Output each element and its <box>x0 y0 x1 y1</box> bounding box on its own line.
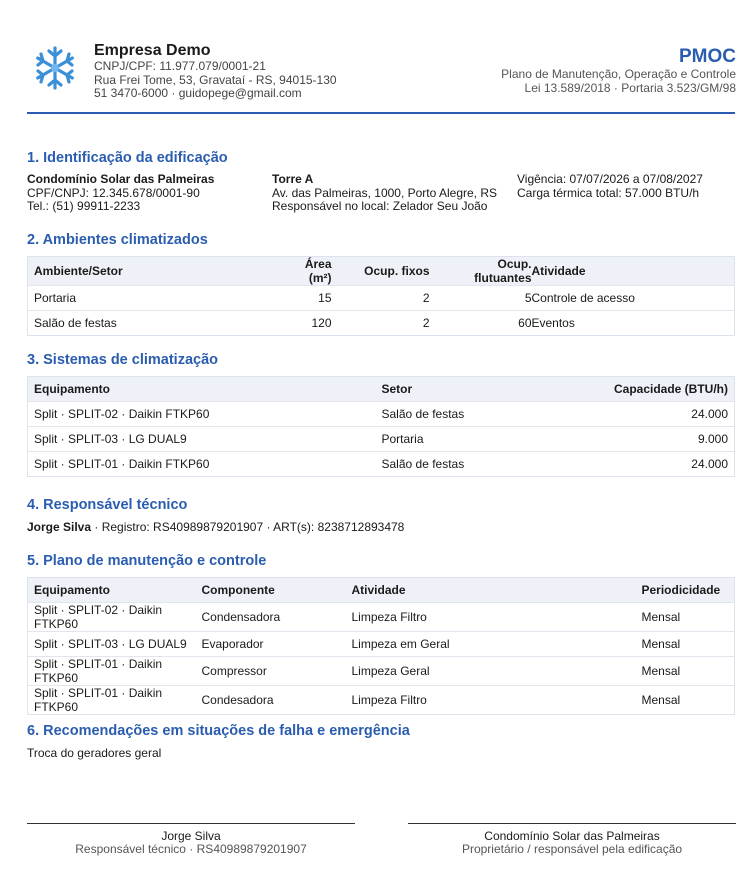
column-header: Setor <box>376 377 556 402</box>
table-cell: 9.000 <box>556 427 735 452</box>
table-cell: 2 <box>338 286 436 311</box>
signature-technician <box>27 823 355 856</box>
table-cell: Mensal <box>636 603 735 632</box>
table-cell: Split · SPLIT-02 · Daikin FTKP60 <box>28 603 202 632</box>
table-cell: Split · SPLIT-03 · LG DUAL9 <box>28 427 376 452</box>
document-subtitle: Plano de Manutenção, Operação e Controle <box>501 67 736 81</box>
company-block <box>94 42 337 101</box>
table-cell: Mensal <box>636 686 735 715</box>
thermal-load: Carga térmica total: 57.000 BTU/h <box>517 185 700 200</box>
table-cell: Condesadora <box>202 686 346 715</box>
table-cell: Split · SPLIT-02 · Daikin FTKP60 <box>28 402 376 427</box>
column-header: Ocup. flutuantes <box>436 257 532 286</box>
table-cell: 2 <box>338 311 436 336</box>
table-row <box>28 311 735 336</box>
signature-role: Proprietário / responsável pela edificação <box>461 842 683 856</box>
column-header: Atividade <box>532 257 735 286</box>
signature-role: Responsável técnico · RS40989879201907 <box>75 842 307 856</box>
table-cell: Controle de acesso <box>532 286 735 311</box>
section-title-systems: 3. Sistemas de climatização <box>27 352 219 368</box>
table-cell: 24.000 <box>556 402 735 427</box>
maintenance-plan-table <box>27 577 735 715</box>
section-title-environments: 2. Ambientes climatizados <box>27 232 208 248</box>
document-title: PMOC <box>679 46 736 67</box>
header-divider <box>27 112 735 114</box>
column-header: Ocup. fixos <box>338 257 436 286</box>
table-cell: Split · SPLIT-01 · Daikin FTKP60 <box>28 657 202 686</box>
document-header <box>27 40 735 104</box>
owner-doc: CPF/CNPJ: 12.345.678/0001-90 <box>27 185 200 200</box>
table-cell: Compressor <box>202 657 346 686</box>
column-header: Atividade <box>346 578 636 603</box>
table-cell: Salão de festas <box>376 452 556 477</box>
table-row <box>28 286 735 311</box>
section-title-plan: 5. Plano de manutenção e controle <box>27 553 267 569</box>
table-cell: Eventos <box>532 311 735 336</box>
table-cell: 60 <box>436 311 532 336</box>
company-contact: 51 3470-6000 · guidopege@gmail.com <box>94 86 302 100</box>
snowflake-icon <box>32 45 78 91</box>
table-cell: Evaporador <box>202 632 346 657</box>
table-cell: Mensal <box>636 657 735 686</box>
table-cell: Salão de festas <box>376 402 556 427</box>
document-info <box>501 46 736 95</box>
column-header: Área (m²) <box>276 257 338 286</box>
section-title-recommendations: 6. Recomendações em situações de falha e emergência <box>27 723 410 739</box>
table-cell: 5 <box>436 286 532 311</box>
table-cell: Portaria <box>376 427 556 452</box>
column-header: Equipamento <box>28 377 376 402</box>
table-row <box>28 657 735 686</box>
owner-phone: Tel.: (51) 99911-2233 <box>27 199 141 213</box>
table-header-row <box>28 377 735 402</box>
table-row <box>28 686 735 715</box>
building-column <box>272 173 497 214</box>
environments-table <box>27 256 735 336</box>
owner-column <box>27 173 214 214</box>
building-address: Av. das Palmeiras, 1000, Porto Alegre, RS <box>272 185 498 200</box>
table-cell: 15 <box>276 286 338 311</box>
column-header: Ambiente/Setor <box>28 257 276 286</box>
signature-line <box>408 823 736 824</box>
table-row <box>28 603 735 632</box>
building-responsible: Responsável no local: Zelador Seu João <box>272 199 488 213</box>
table-cell: Limpeza Filtro <box>346 603 636 632</box>
table-cell: Mensal <box>636 632 735 657</box>
validity-column <box>517 173 703 200</box>
table-header-row <box>28 578 735 603</box>
technician-line <box>27 520 404 534</box>
signature-owner <box>408 823 736 856</box>
company-cnpj: CNPJ/CPF: 11.977.079/0001-21 <box>94 59 266 73</box>
technician-name: Jorge Silva <box>27 520 92 534</box>
section-title-technician: 4. Responsável técnico <box>27 497 188 513</box>
table-cell: Limpeza Filtro <box>346 686 636 715</box>
table-cell: Split · SPLIT-01 · Daikin FTKP60 <box>28 686 202 715</box>
owner-name: Condomínio Solar das Palmeiras <box>27 172 215 186</box>
table-cell: Condensadora <box>202 603 346 632</box>
recommendations-text: Troca do geradores geral <box>27 746 162 760</box>
column-header: Componente <box>202 578 346 603</box>
systems-table <box>27 376 735 477</box>
signature-name: Condomínio Solar das Palmeiras <box>484 829 660 843</box>
column-header: Periodicidade <box>636 578 735 603</box>
table-row <box>28 402 735 427</box>
table-cell: Salão de festas <box>28 311 276 336</box>
table-cell: Split · SPLIT-01 · Daikin FTKP60 <box>28 452 376 477</box>
table-cell: 120 <box>276 311 338 336</box>
table-cell: Split · SPLIT-03 · LG DUAL9 <box>28 632 202 657</box>
column-header: Equipamento <box>28 578 202 603</box>
technician-details: · Registro: RS40989879201907 · ART(s): 8238712893478 <box>91 520 405 534</box>
table-row <box>28 427 735 452</box>
table-cell: Limpeza em Geral <box>346 632 636 657</box>
company-name: Empresa Demo <box>94 42 211 59</box>
table-cell: 24.000 <box>556 452 735 477</box>
section-title-identification: 1. Identificação da edificação <box>27 150 228 166</box>
document-law: Lei 13.589/2018 · Portaria 3.523/GM/98 <box>524 80 736 95</box>
table-header-row <box>28 257 735 286</box>
building-name: Torre A <box>272 172 314 186</box>
company-address: Rua Frei Tome, 53, Gravataí - RS, 94015-130 <box>94 72 337 87</box>
table-cell: Limpeza Geral <box>346 657 636 686</box>
table-row <box>28 452 735 477</box>
column-header: Capacidade (BTU/h) <box>556 377 735 402</box>
table-row <box>28 632 735 657</box>
signature-line <box>27 823 355 824</box>
table-cell: Portaria <box>28 286 276 311</box>
signature-name: Jorge Silva <box>161 829 221 843</box>
validity: Vigência: 07/07/2026 a 07/08/2027 <box>517 172 703 186</box>
